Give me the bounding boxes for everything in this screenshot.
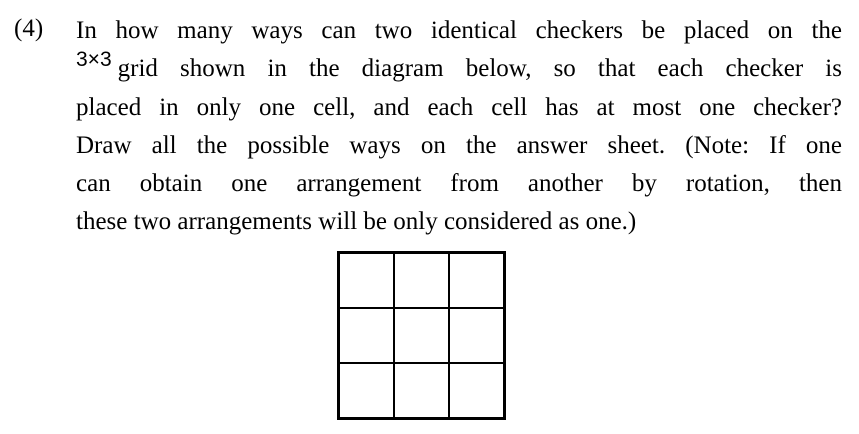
grid-cell bbox=[339, 363, 394, 418]
grid-diagram bbox=[337, 251, 506, 420]
problem-line-text: grid shown in the diagram below, so that each checker is bbox=[117, 55, 842, 82]
grid-cell bbox=[449, 253, 504, 308]
grid-size-label: 3×3 bbox=[76, 48, 112, 71]
problem-line bbox=[76, 50, 842, 89]
grid-cell bbox=[394, 363, 449, 418]
problem-line: In how many ways can two identical checkers be placed on the bbox=[76, 17, 842, 44]
grid-cell bbox=[394, 253, 449, 308]
grid-cell bbox=[449, 363, 504, 418]
grid-cell bbox=[339, 308, 394, 363]
problem-line: placed in only one cell, and each cell has at most one checker? bbox=[76, 94, 842, 121]
grid-cell bbox=[339, 253, 394, 308]
problem-line: these two arrangements will be only considered as one.) bbox=[76, 208, 637, 235]
grid-cell bbox=[394, 308, 449, 363]
problem-text bbox=[76, 12, 842, 241]
grid-cell bbox=[449, 308, 504, 363]
problem-line: can obtain one arrangement from another by rotation, then bbox=[76, 170, 842, 197]
problem-line: Draw all the possible ways on the answer sheet. (Note: If one bbox=[76, 132, 842, 159]
problem-number: (4) bbox=[14, 15, 44, 42]
